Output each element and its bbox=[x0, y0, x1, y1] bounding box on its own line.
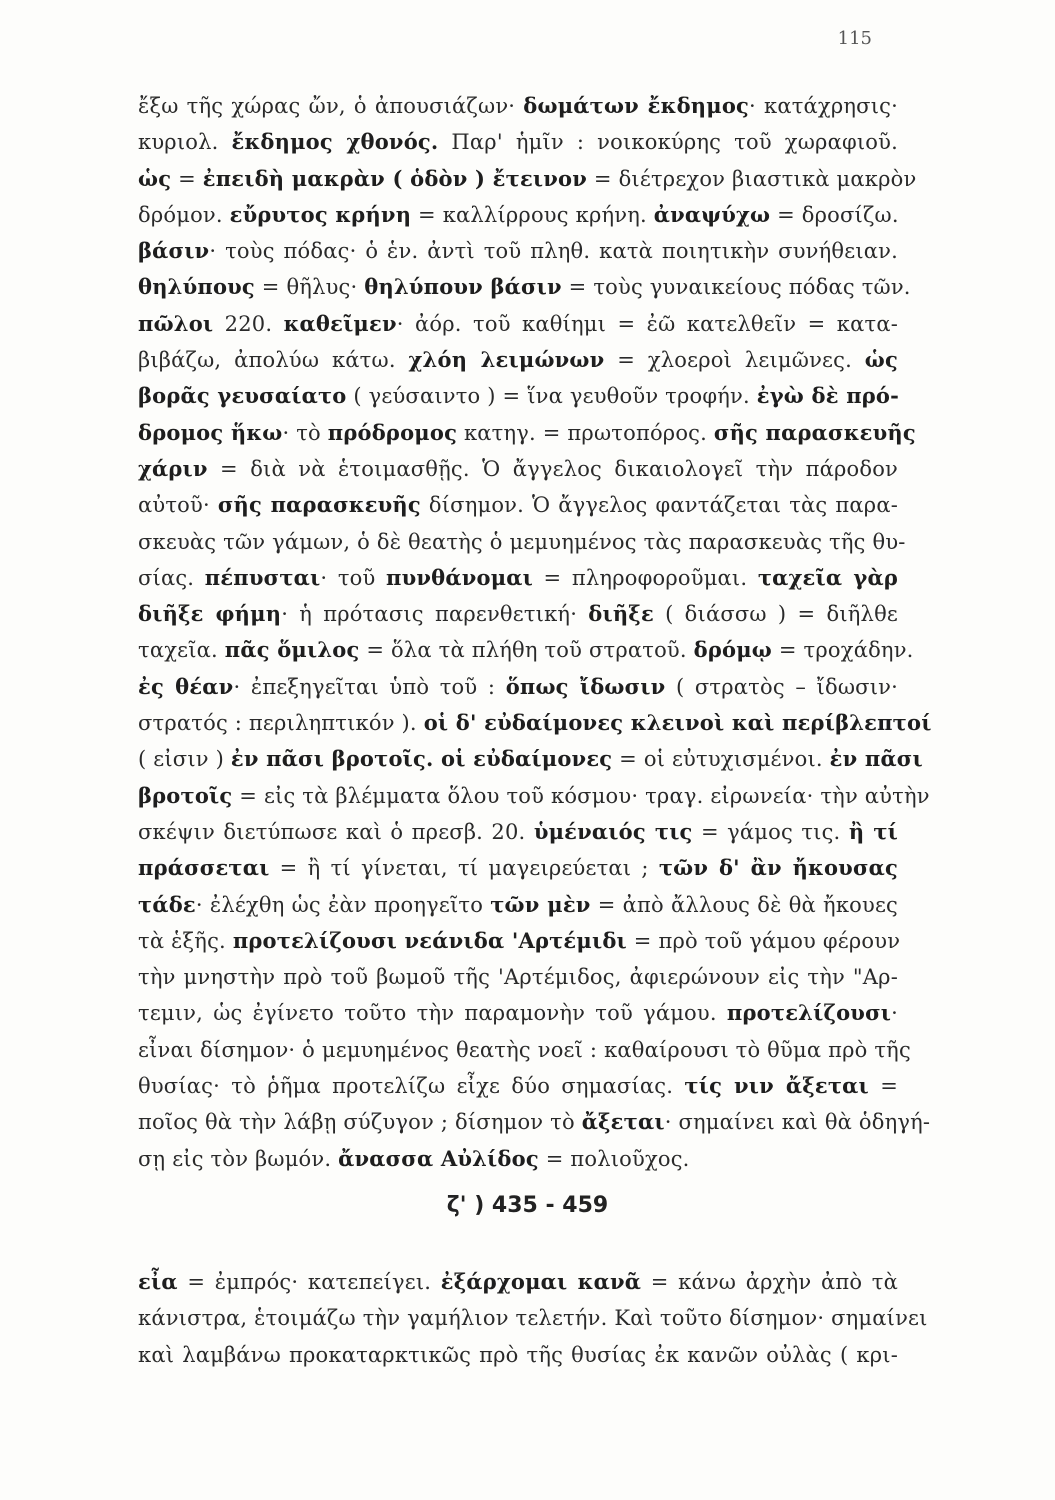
lemma-bold: πράσσεται bbox=[138, 855, 270, 881]
text-line bbox=[138, 705, 932, 741]
lemma-bold: ὡς bbox=[864, 347, 898, 373]
gloss-text: · ἀόρ. τοῦ καθίημι = ἐῶ κατελθεῖν = κατα- bbox=[396, 311, 899, 336]
text-line bbox=[138, 1032, 911, 1068]
gloss-text: = διὰ νὰ ἑτοιμασθῇς. Ὁ ἄγγελος δικαιολογεῖ τὴν πάροδον bbox=[207, 456, 898, 481]
gloss-text: · ἐλέχθη ὡς ἐὰν προηγεῖτο bbox=[195, 892, 491, 917]
text-line bbox=[138, 88, 898, 124]
gloss-text: ( εἰσιν ) bbox=[138, 747, 231, 772]
lemma-bold: δρόμῳ bbox=[693, 637, 773, 663]
text-line bbox=[138, 161, 917, 197]
text-line bbox=[138, 342, 898, 378]
commentary-text-continued bbox=[138, 1264, 928, 1373]
text-line bbox=[138, 269, 911, 305]
lemma-bold: διῆξε bbox=[588, 601, 654, 627]
lemma-bold: ὡς bbox=[138, 165, 172, 191]
gloss-text: = διέτρεχον βιαστικὰ μακρὸν bbox=[587, 166, 917, 191]
gloss-text: σκέψιν διετύπωσε καὶ ὁ πρεσβ. 20. bbox=[138, 819, 534, 844]
text-line bbox=[138, 487, 898, 523]
gloss-text: ταχεῖα. bbox=[138, 638, 225, 663]
gloss-text: αὐτοῦ· bbox=[138, 493, 218, 518]
gloss-text: = χλοεροὶ λειμῶνες. bbox=[604, 348, 865, 373]
gloss-text: δίσημον. Ὁ ἄγγελος φαντάζεται τὰς παρα- bbox=[420, 493, 898, 518]
lemma-bold: χλόη λειμώνων bbox=[408, 347, 605, 373]
page-number: 115 bbox=[837, 28, 872, 49]
lemma-bold: χάριν bbox=[138, 455, 208, 481]
gloss-text: 220. bbox=[213, 311, 284, 336]
gloss-text: = κάνω ἀρχὴν ἀπὸ τὰ bbox=[641, 1270, 898, 1294]
gloss-text: = πολιοῦχος. bbox=[538, 1146, 690, 1171]
gloss-text: ( διάσσω ) = διῆλθε bbox=[653, 602, 898, 627]
gloss-text: = καλλίρρους κρήνη. bbox=[411, 202, 654, 227]
gloss-text: · τὸ bbox=[282, 420, 328, 445]
gloss-text: βιβάζω, ἀπολύω κάτω. bbox=[138, 348, 409, 373]
text-line bbox=[138, 1141, 898, 1177]
gloss-text: · τοὺς πόδας· ὁ ἑν. ἀντὶ τοῦ πληθ. κατὰ ποιητικὴν συνήθειαν. bbox=[209, 239, 898, 264]
lemma-bold: βορᾶς γευσαίατο bbox=[138, 383, 347, 409]
gloss-text: · ἐπεξηγεῖται ὑπὸ τοῦ : bbox=[233, 674, 506, 699]
text-line bbox=[138, 524, 906, 560]
gloss-text: · κατάχρησις· bbox=[749, 94, 898, 118]
lemma-bold: πυνθάνομαι bbox=[386, 564, 533, 590]
text-line bbox=[138, 778, 930, 814]
gloss-text: = ἐμπρός· κατεπείγει. bbox=[177, 1270, 441, 1294]
text-line bbox=[138, 1300, 928, 1336]
lemma-bold: ἐγὼ δὲ πρό- bbox=[756, 383, 900, 409]
gloss-text: σῃ εἰς τὸν βωμόν. bbox=[138, 1146, 339, 1171]
gloss-text: ἔξω τῆς χώρας ὤν, ὁ ἀπουσιάζων· bbox=[138, 94, 524, 118]
lemma-bold: διῆξε φήμη bbox=[138, 601, 282, 627]
lemma-bold: εὔρυτος κρήνη bbox=[229, 201, 412, 227]
gloss-text: Παρ' ἡμῖν : νοικοκύρης τοῦ χωραφιοῦ. bbox=[438, 130, 898, 155]
gloss-text: = οἱ εὐτυχισμένοι. bbox=[612, 747, 830, 772]
lemma-bold: εἶα bbox=[138, 1269, 178, 1294]
text-line bbox=[138, 1337, 898, 1373]
text-line bbox=[138, 1104, 931, 1140]
text-line bbox=[138, 887, 898, 923]
text-line bbox=[138, 197, 898, 233]
gloss-text: · σημαίνει καὶ θὰ ὁδηγή- bbox=[664, 1110, 931, 1135]
gloss-text: = bbox=[171, 166, 203, 191]
lemma-bold: τῶν δ' ἂν ἤκουσας bbox=[658, 855, 898, 881]
lemma-bold: ἐν πᾶσι βροτοῖς. οἱ εὐδαίμονες bbox=[230, 746, 613, 772]
text-line bbox=[138, 1264, 898, 1300]
gloss-text: · ἡ πρότασις παρενθετική· bbox=[281, 602, 589, 627]
text-line bbox=[138, 959, 898, 995]
lemma-bold: ἄνασσα Αὐλίδος bbox=[338, 1145, 539, 1171]
gloss-text: ( γεύσαιντο ) = ἵνα γευθοῦν τροφήν. bbox=[346, 384, 757, 409]
lemma-bold: ὑμέναιός τις bbox=[533, 818, 693, 844]
text-line bbox=[138, 995, 898, 1031]
text-line bbox=[138, 850, 898, 886]
gloss-text: κατηγ. = πρωτοπόρος. bbox=[457, 420, 714, 445]
lemma-bold: ὅπως ἴδωσιν bbox=[505, 673, 666, 699]
lemma-bold: ἐξάρχομαι κανᾶ bbox=[440, 1269, 642, 1294]
gloss-text: = πρὸ τοῦ γάμου φέρουν bbox=[626, 928, 901, 953]
lemma-bold: καθεῖμεν bbox=[283, 310, 397, 336]
gloss-text: · τοῦ bbox=[320, 565, 387, 590]
text-line bbox=[138, 596, 898, 632]
text-line bbox=[138, 669, 898, 705]
lemma-bold: δωμάτων ἔκδημος bbox=[523, 93, 750, 118]
gloss-text: τὴν μνηστὴν πρὸ τοῦ βωμοῦ τῆς 'Αρτέμιδος, ἀφιερώνουν εἰς τὴν "Αρ- bbox=[138, 965, 898, 990]
gloss-text: σίας. bbox=[138, 565, 205, 590]
lemma-bold: ἔκδημος χθονός. bbox=[231, 129, 439, 155]
lemma-bold: σῆς παρασκευῆς bbox=[217, 492, 421, 518]
text-line bbox=[138, 923, 901, 959]
gloss-text: = τροχάδην. bbox=[772, 638, 914, 663]
gloss-text: τεμιν, ὡς ἐγίνετο τοῦτο τὴν παραμονὴν τοῦ γάμου. bbox=[138, 1001, 727, 1026]
text-line bbox=[138, 1068, 898, 1104]
lemma-bold: θηλύπουν βάσιν bbox=[364, 274, 562, 300]
lemma-bold: βροτοῖς bbox=[138, 782, 233, 808]
gloss-text: = δροσίζω. bbox=[770, 202, 899, 227]
gloss-text: κάνιστρα, ἑτοιμάζω τὴν γαμήλιον τελετήν. Καὶ τοῦτο δίσημον· σημαίνει bbox=[138, 1306, 928, 1331]
gloss-text: δρόμον. bbox=[138, 202, 230, 227]
text-line bbox=[138, 124, 898, 160]
lemma-bold: ἄξεται bbox=[581, 1109, 665, 1135]
lemma-bold: προτελίζουσι νεάνιδα 'Αρτέμιδι bbox=[232, 927, 627, 953]
lemma-bold: τίς νιν ἄξεται bbox=[684, 1073, 869, 1099]
gloss-text: τὰ ἑξῆς. bbox=[138, 928, 233, 953]
lemma-bold: προτελίζουσι bbox=[726, 1000, 892, 1026]
text-line bbox=[138, 415, 916, 451]
lemma-bold: ἐπειδὴ μακρὰν ( ὁδὸν ) ἔτεινον bbox=[202, 165, 588, 191]
gloss-text: · bbox=[891, 1001, 898, 1026]
gloss-text: = γάμος τις. bbox=[692, 819, 849, 844]
lemma-bold: πᾶς ὅμιλος bbox=[224, 637, 360, 663]
text-line bbox=[138, 378, 898, 414]
lemma-bold: οἱ δ' εὐδαίμονες κλεινοὶ καὶ περίβλεπτοί bbox=[423, 710, 932, 736]
lemma-bold: πρόδρομος bbox=[327, 419, 458, 445]
lemma-bold: σῆς παρασκευῆς bbox=[713, 419, 916, 445]
lemma-bold: βάσιν bbox=[138, 238, 210, 264]
gloss-text: κυριολ. bbox=[138, 130, 232, 155]
gloss-text: θυσίας· τὸ ῥῆμα προτελίζω εἶχε δύο σημασίας. bbox=[138, 1074, 685, 1099]
gloss-text: = πληροφοροῦμαι. bbox=[532, 565, 758, 590]
text-line bbox=[138, 741, 923, 777]
lemma-bold: ἐς θέαν bbox=[138, 673, 234, 699]
lemma-bold: θηλύπους bbox=[138, 274, 255, 300]
text-line bbox=[138, 560, 898, 596]
text-line bbox=[138, 632, 914, 668]
gloss-text: = τοὺς γυναικείους πόδας τῶν. bbox=[561, 275, 911, 300]
gloss-text: εἶναι δίσημον· ὁ μεμυημένος θεατὴς νοεῖ : καθαίρουσι τὸ θῦμα πρὸ τῆς bbox=[138, 1037, 911, 1062]
lemma-bold: τῶν μὲν bbox=[490, 891, 591, 917]
lemma-bold: ἐν πᾶσι bbox=[829, 746, 923, 772]
commentary-text bbox=[138, 88, 932, 1177]
lemma-bold: τάδε bbox=[138, 891, 196, 917]
lemma-bold: πέπυσται bbox=[204, 564, 321, 590]
text-line bbox=[138, 306, 898, 342]
gloss-text: = bbox=[868, 1074, 898, 1099]
lemma-bold: ἢ τί bbox=[848, 818, 899, 844]
gloss-text: = θῆλυς· bbox=[254, 275, 365, 300]
gloss-text: καὶ λαμβάνω προκαταρκτικῶς πρὸ τῆς θυσίας ἐκ κανῶν οὐλὰς ( κρι- bbox=[138, 1342, 898, 1367]
section-heading: ζ' ) 435 - 459 bbox=[446, 1193, 609, 1218]
lemma-bold: ταχεῖα γὰρ bbox=[757, 564, 898, 590]
text-line bbox=[138, 233, 898, 269]
lemma-bold: ἀναψύχω bbox=[653, 201, 771, 227]
lemma-bold: πῶλοι bbox=[138, 310, 214, 336]
gloss-text: σκευὰς τῶν γάμων, ὁ δὲ θεατὴς ὁ μεμυημένος τὰς παρασκευὰς τῆς θυ- bbox=[138, 529, 906, 554]
gloss-text: = εἰς τὰ βλέμματα ὅλου τοῦ κόσμου· τραγ. εἰρωνεία· τὴν αὐτὴν bbox=[232, 783, 930, 808]
gloss-text: ποῖος θὰ τὴν λάβῃ σύζυγον ; δίσημον τὸ bbox=[138, 1110, 582, 1135]
gloss-text: = ἀπὸ ἄλλους δὲ θὰ ἤκουες bbox=[590, 892, 898, 917]
lemma-bold: δρομος ἥκω bbox=[138, 419, 283, 445]
gloss-text: = ἢ τί γίνεται, τί μαγειρεύεται ; bbox=[269, 856, 659, 881]
gloss-text: στρατός : περιληπτικόν ). bbox=[138, 711, 424, 736]
text-line bbox=[138, 814, 898, 850]
text-line bbox=[138, 451, 898, 487]
gloss-text: ( στρατὸς – ἴδωσιν· bbox=[665, 674, 898, 699]
gloss-text: = ὅλα τὰ πλήθη τοῦ στρατοῦ. bbox=[359, 638, 694, 663]
